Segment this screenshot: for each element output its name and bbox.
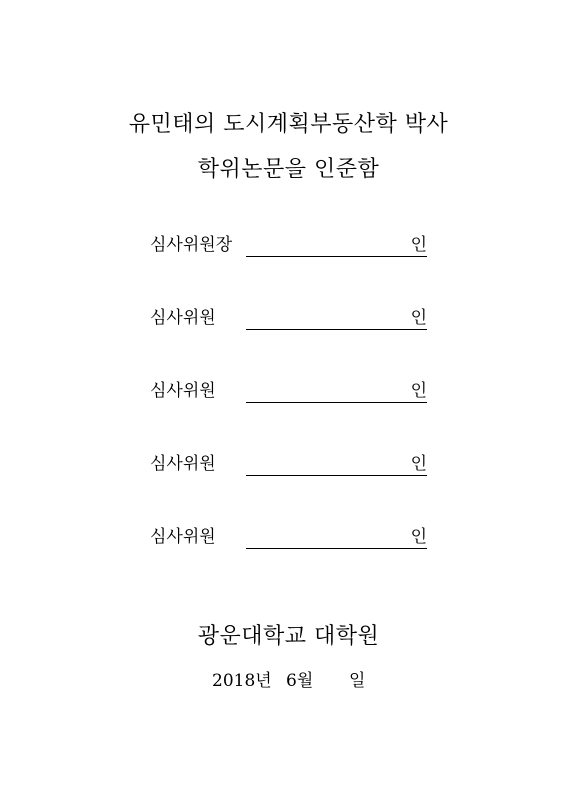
signature-role: 심사위원 (150, 454, 216, 474)
signature-row-member (150, 306, 430, 330)
signature-line (246, 305, 427, 330)
signature-role: 심사위원 (150, 308, 216, 328)
seal-mark: 인 (410, 527, 427, 547)
signature-line (246, 378, 427, 403)
signature-row-member (150, 452, 430, 476)
signature-role: 심사위원 (150, 381, 216, 401)
seal-mark: 인 (410, 235, 427, 255)
signature-row-member (150, 379, 430, 403)
approval-title-line1: 유민태의 도시계획부동산학 박사 (128, 112, 449, 137)
signature-role: 심사위원장 (150, 235, 233, 255)
date-day: 일 (349, 671, 366, 691)
signature-line (246, 451, 427, 476)
date-month: 6월 (286, 671, 314, 691)
signature-line (246, 524, 427, 549)
signature-role: 심사위원 (150, 527, 216, 547)
institution-name: 광운대학교 대학원 (197, 624, 380, 649)
seal-mark: 인 (410, 381, 427, 401)
seal-mark: 인 (410, 454, 427, 474)
signature-row-chair (150, 233, 430, 257)
signature-row-member (150, 525, 430, 549)
date-year: 2018년 (212, 671, 272, 691)
seal-mark: 인 (410, 308, 427, 328)
approval-date (0, 671, 577, 693)
signature-line (246, 232, 427, 257)
approval-title-line2: 학위논문을 인준함 (197, 157, 380, 182)
